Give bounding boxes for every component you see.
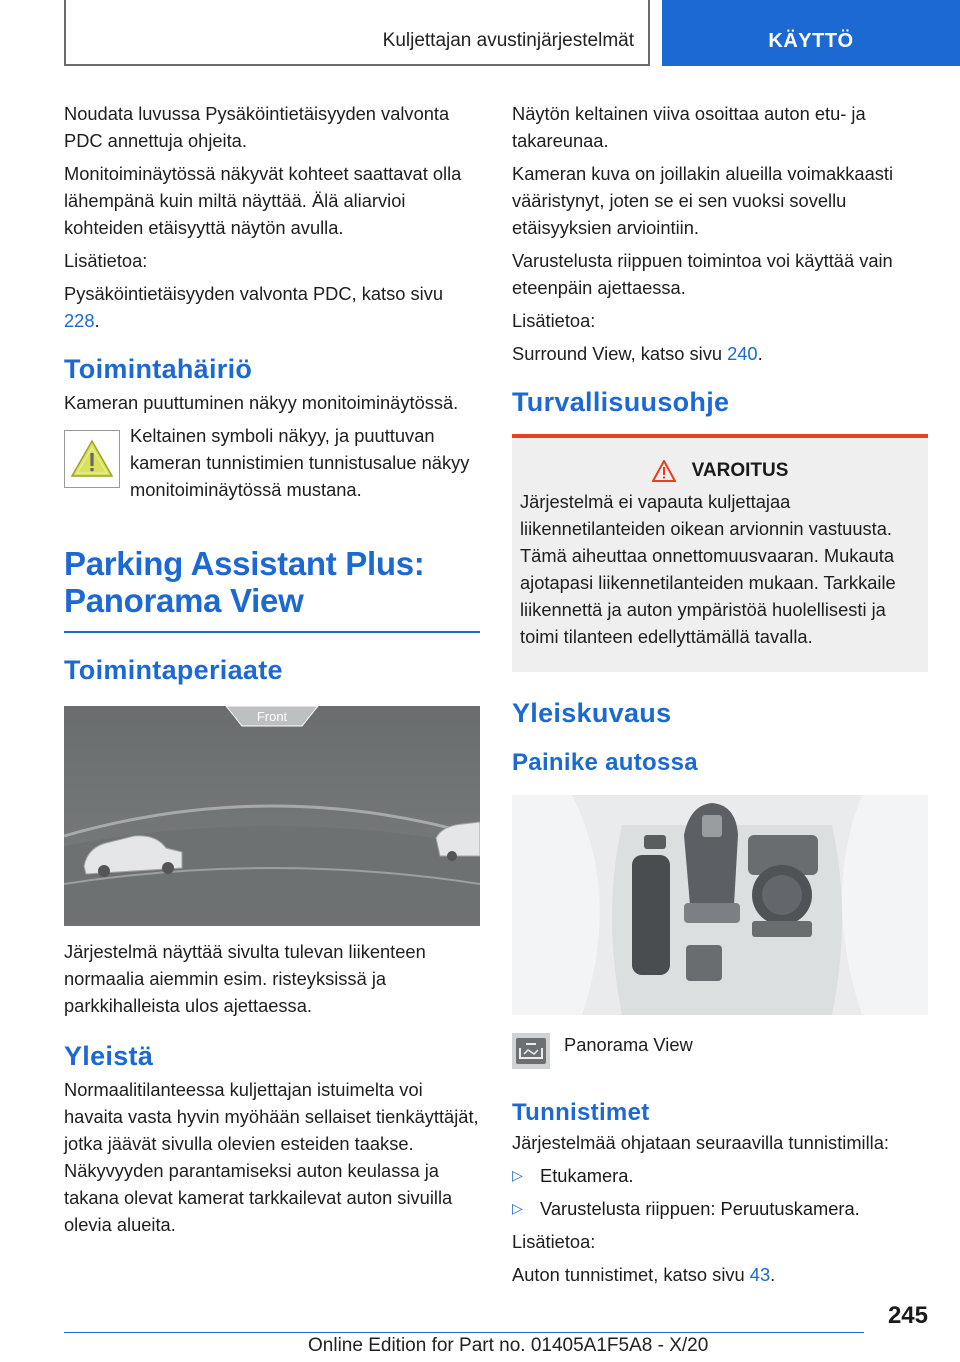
general-text: Normaalitilanteessa kuljettajan istuimelta voi havaita vasta hyvin myöhään sellaiset tienkäyttäjät, jotka jäävät sivulla olevien esteiden taakse. Näkyvyyden parantamiseksi auton keulassa ja takana olevat kamerat tarkkailevat auton sivuilla olevia alueita. bbox=[64, 1079, 479, 1235]
left-column bbox=[64, 100, 480, 1244]
right-paragraph-forward: Varustelusta riippuen toimintoa voi käyttää vain eteenpäin ajettaessa. bbox=[512, 250, 893, 298]
sensor-bullet-front bbox=[512, 1162, 928, 1189]
warning-header bbox=[520, 460, 920, 482]
warning-icon bbox=[652, 460, 676, 482]
warning-box bbox=[512, 434, 928, 672]
page-link-240[interactable]: 240 bbox=[727, 343, 758, 364]
page-link-43[interactable]: 43 bbox=[749, 1264, 771, 1285]
right-paragraph-line: Näytön keltainen viiva osoittaa auton etu- ja takareunaa. bbox=[512, 103, 866, 151]
header-chapter-label: KÄYTTÖ bbox=[768, 30, 854, 52]
heading-panorama-view: Parking Assistant Plus: Panorama View bbox=[64, 545, 425, 619]
button-caption: Panorama View bbox=[564, 1034, 693, 1055]
header-chapter-tab[interactable] bbox=[662, 0, 960, 66]
heading-principle: Toimintaperiaate bbox=[64, 655, 283, 685]
button-caption-row bbox=[512, 1025, 928, 1069]
ref-suffix: . bbox=[757, 343, 763, 364]
ref-text: Pysäköintietäisyyden valvonta PDC, katso sivu bbox=[64, 283, 444, 304]
footer-rule bbox=[64, 1332, 864, 1333]
panorama-view-button-icon[interactable] bbox=[512, 1033, 550, 1069]
left-paragraph-pdc: Noudata luvussa Pysäköintietäisyyden valvonta PDC annettuja ohjeita. bbox=[64, 103, 450, 151]
heading-fault: Toimintahäiriö bbox=[64, 354, 253, 384]
heading-sensors: Tunnistimet bbox=[512, 1099, 650, 1126]
header-section-box bbox=[64, 0, 650, 66]
sensor-bullet-rear bbox=[512, 1195, 928, 1222]
heading-button-in-car: Painike autossa bbox=[512, 749, 698, 776]
footer-edition: Online Edition for Part no. 01405A1F5A8 - X/20 bbox=[308, 1335, 709, 1356]
left-reference-pdc bbox=[64, 280, 480, 334]
bullet-text: Etukamera. bbox=[540, 1165, 634, 1186]
right-paragraph-distortion: Kameran kuva on joillakin alueilla voimakkaasti vääristynyt, joten se ei sen vuoksi sovellu etäisyyksien arviointiin. bbox=[512, 163, 894, 238]
ref-text: Surround View, katso sivu bbox=[512, 343, 728, 364]
right-more-info-label-2: Lisätietoa: bbox=[512, 1231, 596, 1252]
bullet-text: Varustelusta riippuen: Peruutuskamera. bbox=[540, 1198, 860, 1219]
fault-note bbox=[64, 422, 480, 503]
right-reference-surround bbox=[512, 340, 928, 367]
note-text: Keltainen symboli näkyy, ja puuttuvan kameran tunnistimien tunnistusalue näkyy monitoiminäytössä mustana. bbox=[130, 425, 470, 500]
warning-triangle-icon bbox=[64, 430, 120, 488]
ref-text: Auton tunnistimet, katso sivu bbox=[512, 1264, 750, 1285]
right-more-info-label: Lisätietoa: bbox=[512, 310, 596, 331]
figure-front-label: Front bbox=[256, 709, 288, 724]
ref-suffix: . bbox=[94, 310, 100, 331]
warning-title: VAROITUS bbox=[691, 460, 789, 481]
fault-text: Kameran puuttuminen näkyy monitoiminäytössä. bbox=[64, 392, 459, 413]
left-paragraph-distance: Monitoiminäytössä näkyvät kohteet saattavat olla lähempänä kuin miltä näyttää. Älä aliarvioi kohteiden etäisyyttä näytön avulla. bbox=[64, 163, 462, 238]
sensors-text: Järjestelmää ohjataan seuraavilla tunnistimilla: bbox=[512, 1132, 889, 1153]
warning-text: Järjestelmä ei vapauta kuljettajaa liikennetilanteiden oikean arvionnin vastuusta. Tämä aiheuttaa onnettomuusvaaran. Mukauta ajotapasi liikennetilanteiden mukaan. Tarkkaile liikennettä ja auton ympäristöä huolellisesti ja toimi tilanteen edellyttämällä tavalla. bbox=[520, 491, 896, 647]
principle-text: Järjestelmä näyttää sivulta tulevan liikenteen normaalia aiemmin esim. risteyksissä ja parkkihalleista ulos ajettaessa. bbox=[64, 941, 426, 1016]
bullet-marker-icon: ▷ bbox=[512, 1167, 523, 1183]
heading-safety: Turvallisuusohje bbox=[512, 387, 730, 417]
right-column bbox=[512, 100, 928, 1294]
header-section-title: Kuljettajan avustinjärjestelmät bbox=[382, 30, 634, 51]
page-number: 245 bbox=[887, 1302, 928, 1329]
heading-rule bbox=[64, 631, 480, 633]
right-reference-sensors bbox=[512, 1261, 928, 1288]
panorama-display-figure bbox=[64, 706, 480, 926]
ref-suffix: . bbox=[770, 1264, 776, 1285]
left-more-info-label: Lisätietoa: bbox=[64, 250, 148, 271]
heading-general: Yleistä bbox=[64, 1041, 154, 1071]
page-link-228[interactable]: 228 bbox=[64, 310, 95, 331]
heading-overview: Yleiskuvaus bbox=[512, 698, 672, 728]
center-console-figure bbox=[512, 795, 928, 1015]
bullet-marker-icon: ▷ bbox=[512, 1200, 523, 1216]
